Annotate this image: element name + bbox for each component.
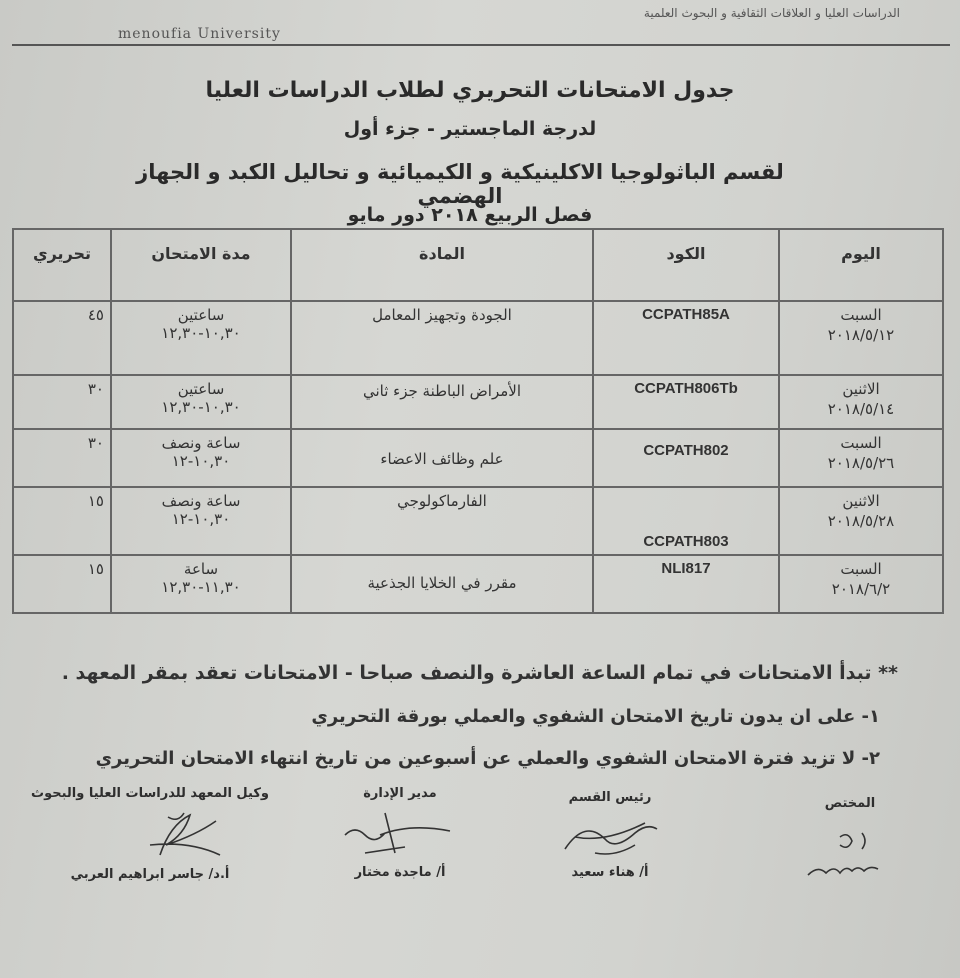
exam-date: ٢٠١٨/٥/٢٦ xyxy=(827,454,895,472)
handwritten-signature-icon xyxy=(790,815,910,885)
table-header-row xyxy=(13,229,943,301)
cell-code: NLI817 xyxy=(593,555,779,613)
duration-text: ساعتين xyxy=(177,380,225,398)
title-line-4: فصل الربيع ٢٠١٨ دور مايو xyxy=(347,204,593,226)
cell-subject: الفارماكولوجي xyxy=(291,487,593,555)
signature-role: وكيل المعهد للدراسات العليا والبحوث xyxy=(31,786,269,801)
exam-date: ٢٠١٨/٥/١٢ xyxy=(827,326,895,344)
duration-text: ساعة ونصف xyxy=(161,492,241,510)
day-name: الاثنين xyxy=(842,380,880,398)
handwritten-signature-icon xyxy=(50,805,250,863)
cell-written: ١٥ xyxy=(13,487,111,555)
title-line-3: لقسم الباثولوجيا الاكلينيكية و الكيميائية و تحاليل الكبد و الجهاز الهضمي xyxy=(136,160,784,208)
signature-role: المختص xyxy=(824,796,876,811)
header-code: الكود xyxy=(593,229,779,301)
header-subject: المادة xyxy=(291,229,593,301)
signature-name: أ.د/ جاسر ابراهيم العربي xyxy=(70,867,230,882)
title-line-1: جدول الامتحانات التحريري لطلاب الدراسات العليا xyxy=(205,78,735,103)
table-row xyxy=(13,487,943,555)
signature-specialist xyxy=(780,796,920,889)
table-row xyxy=(13,375,943,429)
table-row xyxy=(13,429,943,487)
cell-code: CCPATH85A xyxy=(593,301,779,375)
cell-written: ١٥ xyxy=(13,555,111,613)
exam-schedule-table xyxy=(12,228,944,614)
cell-duration xyxy=(111,375,291,429)
cell-code: CCPATH802 xyxy=(593,429,779,487)
handwritten-signature-icon xyxy=(325,805,475,861)
header-rule xyxy=(12,44,950,46)
cell-written: ٣٠ xyxy=(13,375,111,429)
time-range: ١١,٣٠-١٢,٣٠ xyxy=(161,578,241,596)
note-1: ١- على ان يدون تاريخ الامتحان الشفوي والعملي بورقة التحريري xyxy=(311,706,880,727)
cell-subject: الجودة وتجهيز المعامل xyxy=(291,301,593,375)
time-range: ١٠,٣٠-١٢ xyxy=(171,452,231,470)
duration-text: ساعة xyxy=(183,560,219,578)
day-name: السبت xyxy=(840,434,882,452)
university-name: menoufia University xyxy=(118,26,281,42)
signature-name: أ/ هناء سعيد xyxy=(571,865,649,880)
cell-day xyxy=(779,487,943,555)
cell-day xyxy=(779,555,943,613)
duration-text: ساعة ونصف xyxy=(161,434,241,452)
cell-written: ٣٠ xyxy=(13,429,111,487)
day-name: السبت xyxy=(840,560,882,578)
cell-subject: مقرر في الخلايا الجذعية xyxy=(291,555,593,613)
signature-admin-director xyxy=(320,786,480,880)
cell-code: CCPATH803 xyxy=(593,487,779,555)
cell-duration xyxy=(111,555,291,613)
cell-written: ٤٥ xyxy=(13,301,111,375)
signature-role: رئيس القسم xyxy=(568,790,652,805)
cell-duration xyxy=(111,301,291,375)
header-day: اليوم xyxy=(779,229,943,301)
duration-text: ساعتين xyxy=(177,306,225,324)
table-row xyxy=(13,555,943,613)
cell-code: CCPATH806Tb xyxy=(593,375,779,429)
exam-date: ٢٠١٨/٥/٢٨ xyxy=(827,512,895,530)
signature-role: مدير الإدارة xyxy=(363,786,437,801)
day-name: الاثنين xyxy=(842,492,880,510)
cell-day xyxy=(779,429,943,487)
cell-day xyxy=(779,301,943,375)
header-duration: مدة الامتحان xyxy=(111,229,291,301)
note-2: ٢- لا تزيد فترة الامتحان الشفوي والعملي عن أسبوعين من تاريخ انتهاء الامتحان التحريري xyxy=(95,748,880,769)
note-general: ** تبدأ الامتحانات في تمام الساعة العاشرة والنصف صباحا - الامتحانات تعقد بمقر المعهد . xyxy=(61,662,898,684)
time-range: ١٠,٣٠-١٢,٣٠ xyxy=(161,398,241,416)
time-range: ١٠,٣٠-١٢,٣٠ xyxy=(161,324,241,342)
cell-day xyxy=(779,375,943,429)
cell-subject: علم وظائف الاعضاء xyxy=(291,429,593,487)
day-name: السبت xyxy=(840,306,882,324)
table-row xyxy=(13,301,943,375)
signature-department-head xyxy=(520,790,700,880)
cell-subject: الأمراض الباطنة جزء ثاني xyxy=(291,375,593,429)
institute-header: الدراسات العليا و العلاقات الثقافية و البحوث العلمية xyxy=(643,6,900,20)
cell-duration xyxy=(111,429,291,487)
handwritten-signature-icon xyxy=(535,809,685,861)
exam-date: ٢٠١٨/٦/٢ xyxy=(831,580,891,598)
time-range: ١٠,٣٠-١٢ xyxy=(171,510,231,528)
exam-date: ٢٠١٨/٥/١٤ xyxy=(827,400,895,418)
signature-name: أ/ ماجدة مختار xyxy=(354,865,446,880)
cell-duration xyxy=(111,487,291,555)
header-written: تحريري xyxy=(13,229,111,301)
title-line-2: لدرجة الماجستير - جزء أول xyxy=(343,118,597,140)
signature-vice-dean xyxy=(10,786,290,882)
